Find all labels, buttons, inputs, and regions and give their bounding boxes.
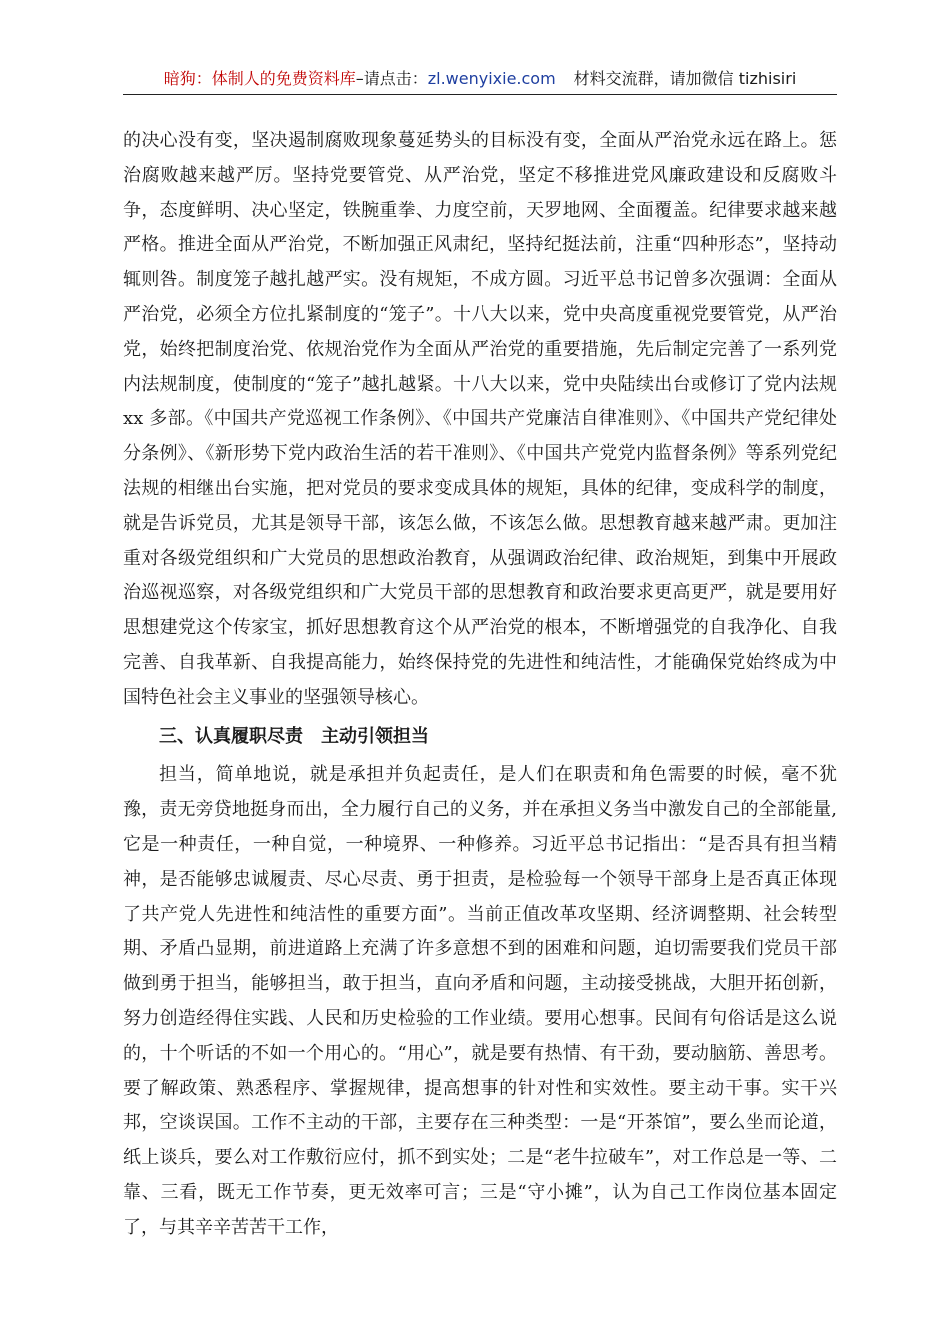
wechat-prompt: 材料交流群，请加微信 tizhisiri	[573, 69, 797, 88]
page-header	[123, 64, 837, 95]
body-paragraph: 担当，简单地说，就是承担并负起责任，是人们在职责和角色需要的时候，毫不犹豫，责无旁贷地挺身而出，全力履行自己的义务，并在承担义务当中激发自己的全部能量,它是一种责任，一种自觉，一种境界、一种修养。习近平总书记指出：“是否具有担当精神，是否能够忠诚履责、尽心尽责、勇于担责，是检验每一个领导干部身上是否真正体现了共产党人先进性和纯洁性的重要方面”。当前正值改革攻坚期、经济调整期、社会转型期、矛盾凸显期，前进道路上充满了许多意想不到的困难和问题，迫切需要我们党员干部做到勇于担当，能够担当，敢于担当，直向矛盾和问题，主动接受挑战，大胆开拓创新，努力创造经得住实践、人民和历史检验的工作业绩。要用心想事。民间有句俗话是这么说的，十个听话的不如一个用心的。“用心”，就是要有热情、有干劲，要动脑筋、善思考。要了解政策、熟悉程序、掌握规律，提高想事的针对性和实效性。要主动干事。实干兴邦，空谈误国。工作不主动的干部，主要存在三种类型：一是“开茶馆”，要么坐而论道，纸上谈兵，要么对工作敷衍应付，抓不到实处；二是“老牛拉破车”，对工作总是一等、二靠、三看，既无工作节奏，更无效率可言；三是“守小摊”，认为自己工作岗位基本固定了，与其辛辛苦苦干工作，	[123, 764, 837, 1238]
body-paragraph: 的决心没有变，坚决遏制腐败现象蔓延势头的目标没有变，全面从严治党永远在路上。惩治腐败越来越严厉。坚持党要管党、从严治党，坚定不移推进党风廉政建设和反腐败斗争，态度鲜明、决心坚定，铁腕重拳、力度空前，天罗地网、全面覆盖。纪律要求越来越严格。推进全面从严治党，不断加强正风肃纪，坚持纪挺法前，注重“四种形态”，坚持动辄则咎。制度笼子越扎越严实。没有规矩，不成方圆。习近平总书记曾多次强调：全面从严治党，必须全方位扎紧制度的“笼子”。十八大以来，党中央高度重视党要管党，从严治党，始终把制度治党、依规治党作为全面从严治党的重要措施，先后制定完善了一系列党内法规制度，使制度的“笼子”越扎越紧。十八大以来，党中央陆续出台或修订了党内法规 xx 多部。《中国共产党巡视工作条例》、《中国共产党廉洁自律准则》、《中国共产党纪律处分条例》、《新形势下党内政治生活的若干准则》、《中国共产党党内监督条例》等系列党纪法规的相继出台实施，把对党员的要求变成具体的规矩，具体的纪律，变成科学的制度，就是告诉党员，尤其是领导干部，该怎么做，不该怎么做。思想教育越来越严肃。更加注重对各级党组织和广大党员的思想政治教育，从强调政治纪律、政治规矩，到集中开展政治巡视巡察，对各级党组织和广大党员干部的思想教育和政治要求更高更严，就是要用好思想建党这个传家宝，抓好思想教育这个从严治党的根本，不断增强党的自我净化、自我完善、自我革新、自我提高能力，始终保持党的先进性和纯洁性，才能确保党始终成为中国特色社会主义事业的坚强领导核心。	[123, 130, 837, 708]
site-url-link[interactable]: zl.wenyixie.com	[427, 69, 556, 88]
site-name: 暗狗：体制人的免费资料库	[163, 69, 356, 88]
click-prompt: –请点击：	[355, 69, 428, 88]
document-body	[123, 124, 837, 1246]
section-heading: 三、认真履职尽责 主动引领担当	[159, 725, 429, 747]
